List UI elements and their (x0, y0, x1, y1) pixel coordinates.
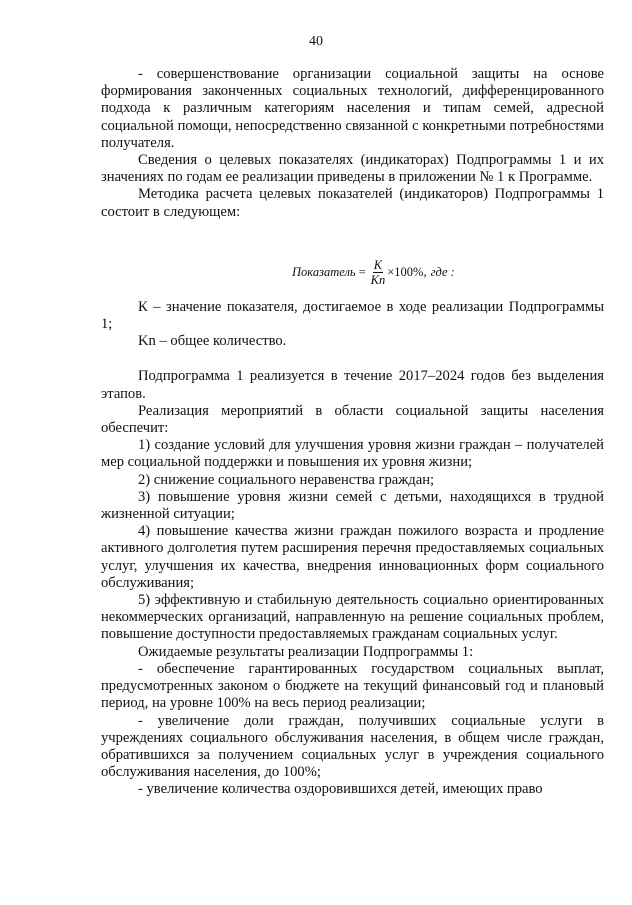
formula-where: где : (430, 265, 455, 279)
definition: Kn – общее количество. (138, 333, 287, 350)
formula-numerator: K (373, 258, 383, 272)
paragraph: Методика расчета целевых показателей (индикаторов) Подпрограммы 1 состоит в следующем: (101, 186, 604, 220)
formula-fraction (371, 258, 386, 287)
paragraph: Подпрограмма 1 реализуется в течение 2017–2024 годов без выделения этапов. (101, 368, 604, 402)
formula-multiplier: ×100%, (387, 265, 427, 279)
formula-lhs: Показатель (292, 265, 356, 279)
paragraph: - совершенствование организации социальной защиты на основе формирования законченных социальных технологий, дифференцированного подхода к различным категориям населения и типам семей, адресной социальной помощи, непосредственно связанной с конкретными потребностями получателя. (101, 66, 604, 151)
formula-denominator: Kn (370, 273, 386, 287)
list-item: 1) создание условий для улучшения уровня жизни граждан – получателей мер социальной поддержки и повышения их уровня жизни; (101, 437, 604, 471)
list-item: - увеличение доли граждан, получивших социальные услуги в учреждениях социального обслуживания населения, в общем числе граждан, обратившихся за получением социальных услуг в учреждения социального обслуживания населения, до 100%; (101, 712, 604, 781)
list-item: - обеспечение гарантированных государством социальных выплат, предусмотренных законом о бюджете на текущий финансовый год и плановый период, на уровне 100% на весь период реализации; (101, 660, 604, 712)
formula (292, 258, 455, 287)
formula-equals: = (358, 265, 366, 279)
paragraph: Реализация мероприятий в области социальной защиты населения обеспечит: (101, 402, 604, 437)
list-item: 5) эффективную и стабильную деятельность социально ориентированных некоммерческих организаций, направленную на решение социальных проблем, повышение доступности предоставляемых гражданам социальных услуг. (101, 592, 604, 643)
document-body (101, 66, 604, 799)
list-item: 4) повышение качества жизни граждан пожилого возраста и продление активного долголетия путем расширения перечня предоставляемых социальных услуг, улучшения их качества, внедрения инновационных форм социального обслуживания; (101, 523, 604, 591)
paragraph: Сведения о целевых показателях (индикаторах) Подпрограммы 1 и их значениях по годам ее реализации приведены в приложении № 1 к Программе. (101, 152, 604, 186)
blank-line (101, 350, 604, 368)
list-item: 3) повышение уровня жизни семей с детьми, находящихся в трудной жизненной ситуации; (101, 488, 604, 523)
definition: К – значение показателя, достигаемое в ходе реализации Подпрограммы 1; (101, 298, 604, 333)
list-item: 2) снижение социального неравенства граждан; (138, 471, 435, 488)
list-item: - увеличение количества оздоровившихся детей, имеющих право (138, 781, 543, 798)
paragraph: Ожидаемые результаты реализации Подпрограммы 1: (138, 643, 474, 660)
page-number: 40 (309, 34, 323, 49)
